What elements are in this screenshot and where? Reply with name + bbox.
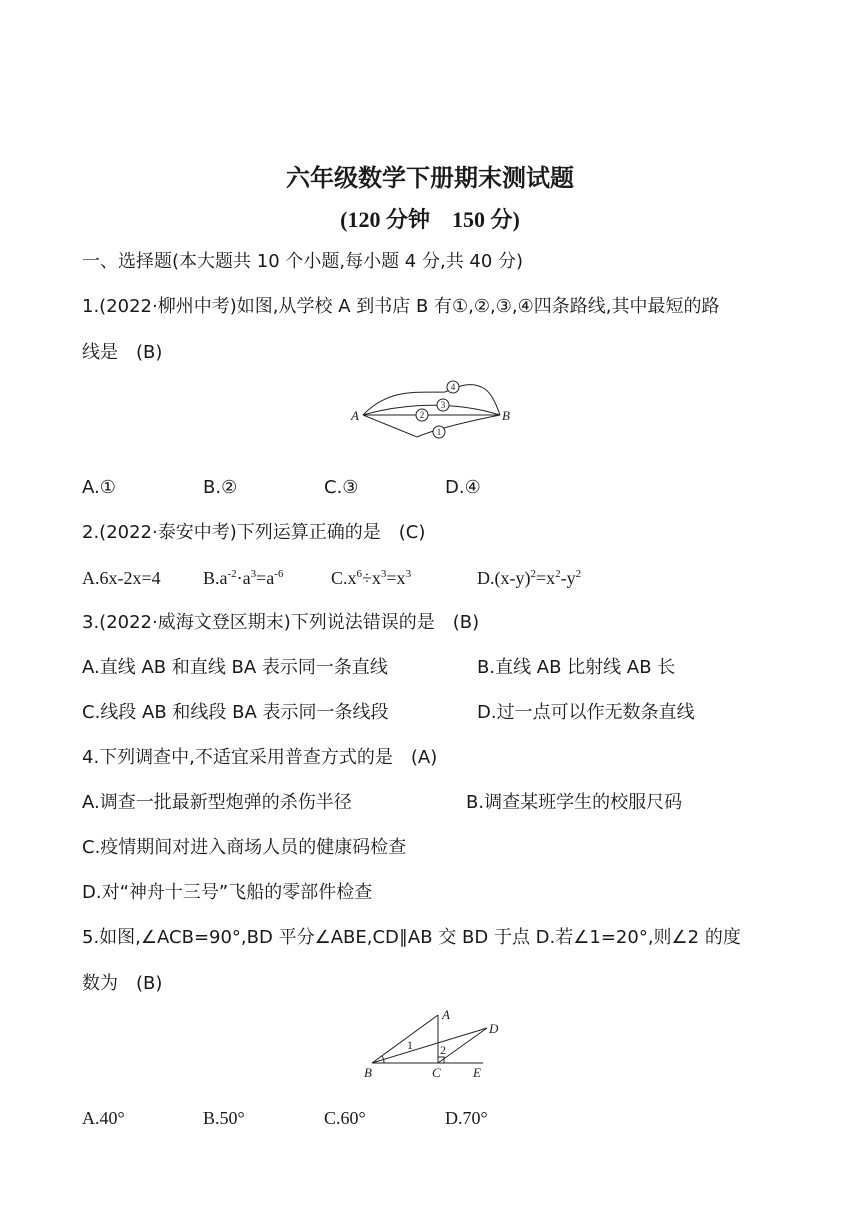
question-1-line-1: 1.(2022·柳州中考)如图,从学校 A 到书店 B 有①,②,③,④四条路线,其中最短的路 [82,296,720,317]
route-1-label: 1 [436,427,442,437]
q1-option-d: D.④ [445,477,481,498]
point-a-label: A [442,1007,450,1022]
q3-option-c: C.线段 AB 和线段 BA 表示同一条线段 [82,702,389,723]
page-title: 六年级数学下册期末测试题 [286,164,574,192]
point-a-label: A [351,408,359,423]
q3-option-d: D.过一点可以作无数条直线 [477,702,695,723]
q3-option-b: B.直线 AB 比射线 AB 长 [477,657,676,678]
question-1-line-2: 线是 (B) [82,342,163,363]
angle-figure [360,1005,510,1085]
q4-option-c: C.疫情期间对进入商场人员的健康码检查 [82,837,407,858]
q2-option-d: $D.(x-y)^2=x^2-y^2$ [477,568,582,588]
q4-option-a: A.调查一批最新型炮弹的杀伤半径 [82,792,352,813]
question-2-stem: 2.(2022·泰安中考)下列运算正确的是 (C) [82,522,426,543]
q5-option-a: A.40° [82,1108,125,1128]
q1-option-b: B.② [203,477,238,498]
q4-option-b: B.调查某班学生的校服尺码 [466,792,683,813]
q5-option-c: C.60° [324,1108,366,1128]
q3-option-a: A.直线 AB 和直线 BA 表示同一条直线 [82,657,388,678]
point-e-label: E [473,1065,481,1080]
section-heading: 一、选择题(本大题共 10 个小题,每小题 4 分,共 40 分) [82,251,524,272]
question-5-line-1: 5.如图,∠ACB=90°,BD 平分∠ABE,CD∥AB 交 BD 于点 D.若∠1=20°,则∠2 的度 [82,927,741,948]
q2-option-a: A.6x-2x=4 [82,568,161,588]
q1-option-c: C.③ [324,477,359,498]
question-3-stem: 3.(2022·威海文登区期末)下列说法错误的是 (B) [82,612,480,633]
route-4-label: 4 [450,382,456,392]
q5-option-b: B.50° [203,1108,245,1128]
question-4-stem: 4.下列调查中,不适宜采用普查方式的是 (A) [82,747,438,768]
q1-option-a: A.① [82,477,116,498]
angle-1-label: 1 [407,1038,413,1052]
point-c-label: C [432,1065,441,1080]
point-b-label: B [364,1065,372,1080]
q2-option-c: $C.x^6\div x^3=x^3$ [331,568,412,588]
q4-option-d: D.对“神舟十三号”飞船的零部件检查 [82,882,373,903]
route-2-label: 2 [419,410,425,420]
route-3-label: 3 [440,400,446,410]
question-5-line-2: 数为 (B) [82,973,163,994]
point-d-label: D [489,1021,499,1036]
point-b-label: B [502,408,510,423]
page-subtitle: (120 分钟 150 分) [340,207,520,232]
q5-option-d: D.70° [445,1108,488,1128]
route-figure [345,375,520,445]
angle-2-label: 2 [440,1043,446,1057]
q2-option-b: $B.a^{-2}\cdot a^3=a^{-6}$ [203,568,284,588]
